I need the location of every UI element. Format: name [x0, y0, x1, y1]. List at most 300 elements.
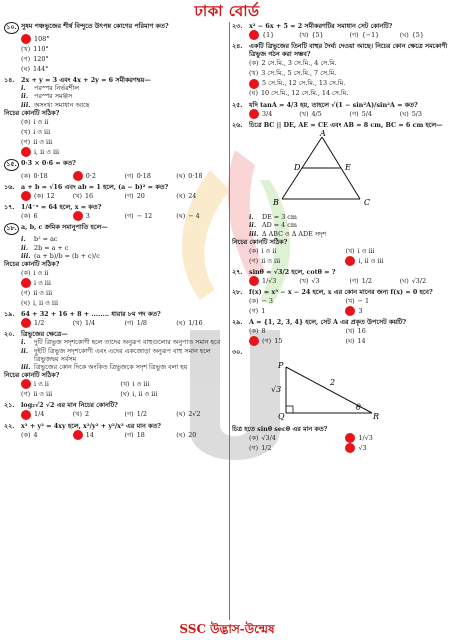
- answer-option[interactable]: [249, 443, 345, 453]
- answer-option[interactable]: [73, 318, 125, 328]
- statement-item: [21, 84, 228, 92]
- option-value: i ও ii: [33, 268, 49, 277]
- sub-question: নিচের কোনটি সঠিক?: [4, 108, 60, 117]
- option-value: 1/2: [136, 410, 147, 419]
- option-value: 0·2̇: [85, 171, 96, 180]
- question-text: sinθ = √3/2 হলে, cotθ = ?: [249, 267, 336, 276]
- question-number: ১০.: [4, 22, 19, 34]
- statement-item: [21, 338, 228, 346]
- answer-option[interactable]: [125, 430, 177, 440]
- question-item: [4, 330, 228, 399]
- option-value: 0·1̇8: [33, 171, 48, 180]
- question-number: ২৩.: [232, 22, 243, 30]
- answer-option[interactable]: [400, 276, 450, 286]
- option-value: 5/3: [411, 109, 422, 118]
- option-label: (খ): [21, 127, 31, 136]
- answer-option[interactable]: [21, 379, 120, 389]
- vertex-label: B: [273, 197, 279, 207]
- triangle-pqr-figure: [272, 359, 382, 421]
- left-column: [4, 22, 228, 442]
- answer-option[interactable]: [125, 410, 177, 420]
- answer-option[interactable]: [345, 256, 441, 266]
- option-label: (গ): [249, 256, 259, 265]
- answer-option[interactable]: [21, 278, 220, 288]
- option-list: [232, 246, 450, 266]
- answer-option[interactable]: [249, 433, 345, 443]
- option-value: 110°: [33, 44, 49, 53]
- question-text: 0·3̇ × 0·6̇ = কত?: [21, 158, 76, 167]
- statement-item: [21, 363, 228, 371]
- answer-option[interactable]: [400, 30, 450, 40]
- option-value: ii ও iii: [33, 137, 53, 146]
- option-value: i ও ii: [261, 246, 277, 255]
- statement-label: ii.: [21, 243, 29, 252]
- answer-option[interactable]: [120, 379, 219, 389]
- answer-option[interactable]: [21, 318, 73, 328]
- question-header: [4, 330, 228, 338]
- option-value: i, ii ও iii: [34, 147, 60, 156]
- sub-question: নিচের কোনটি সঠিক?: [4, 259, 60, 268]
- answer-option[interactable]: [345, 336, 441, 346]
- option-label: (গ): [124, 430, 134, 439]
- option-value: 4: [33, 430, 38, 439]
- answer-option[interactable]: [249, 276, 299, 286]
- statement-text: অসংখ্য সমাধান আছে: [34, 100, 90, 109]
- option-label: (ক): [21, 430, 31, 439]
- answer-marked-icon: [345, 306, 355, 316]
- option-label: (ঘ): [176, 430, 186, 439]
- statement-item: [249, 221, 450, 229]
- answer-option[interactable]: [125, 171, 177, 181]
- question-number: ২৪.: [232, 42, 243, 51]
- question-item: [232, 348, 450, 453]
- option-value: 24: [188, 192, 197, 201]
- option-list: [4, 318, 228, 328]
- answer-marked-icon: [73, 171, 83, 181]
- sub-question: নিচের কোনটি সঠিক?: [4, 371, 60, 380]
- option-value: 3 সে.মি., 5 সে.মি., 7 সে.মি.: [261, 69, 337, 78]
- answer-option[interactable]: [125, 211, 177, 221]
- answer-option[interactable]: [249, 246, 345, 256]
- statement-text: Δ ABC ও Δ ADE সদৃশ: [262, 229, 327, 238]
- answer-option[interactable]: [345, 326, 441, 336]
- answer-option[interactable]: [21, 64, 220, 74]
- statement-label: ii.: [249, 221, 257, 230]
- option-label: (গ): [349, 109, 359, 118]
- option-label: (গ): [249, 307, 259, 316]
- question-header: [4, 183, 228, 191]
- answer-option[interactable]: [73, 171, 125, 181]
- answer-option[interactable]: [176, 191, 228, 201]
- question-text: ত্রিভুজের ক্ষেত্রে—: [21, 330, 68, 339]
- option-value: 20: [188, 430, 197, 439]
- figure-label: 2: [330, 377, 336, 387]
- statement-text: পরস্পর নির্ভরশীল: [34, 84, 80, 93]
- statement-label: i.: [249, 213, 254, 222]
- question-text: f(x) = x³ − x − 24 হলে, x এর কোন মানের জন্য f(x) = 0 হবে?: [249, 288, 433, 297]
- answer-option[interactable]: [125, 191, 177, 201]
- option-value: 12: [46, 192, 55, 201]
- question-text: 1/4⁻ˣ = 64 হলে, x = কত?: [21, 203, 102, 212]
- question-header: [4, 159, 228, 171]
- answer-option[interactable]: [176, 318, 228, 328]
- question-item: [4, 422, 228, 440]
- triangle-abc-figure: [272, 128, 371, 209]
- statement-item: [249, 213, 450, 221]
- question-item: [232, 121, 450, 266]
- column-divider: [229, 22, 230, 620]
- option-value: 14: [85, 430, 94, 439]
- question-header: [232, 348, 450, 356]
- question-text: x² − 6x + 5 = 2 সমীকরণটির সমাধান সেট কোনটি?: [249, 22, 393, 30]
- question-number: ২৮.: [232, 288, 243, 297]
- answer-option[interactable]: [249, 89, 442, 99]
- figure-label: R: [373, 411, 380, 421]
- option-label: (ক): [21, 171, 31, 180]
- question-item: [232, 288, 450, 316]
- answer-option[interactable]: [176, 171, 228, 181]
- statement-list: [4, 338, 228, 371]
- option-value: 120°: [33, 54, 49, 63]
- question-item: [4, 223, 228, 308]
- answer-option[interactable]: [21, 288, 220, 298]
- answer-option[interactable]: [21, 268, 220, 278]
- statement-label: i.: [21, 84, 26, 93]
- option-list: [4, 379, 228, 399]
- question-number: ২১.: [4, 401, 15, 410]
- option-label: (গ): [21, 54, 31, 63]
- answer-option[interactable]: [345, 246, 441, 256]
- option-value: i ও iii: [33, 127, 51, 136]
- statement-item: [21, 101, 228, 109]
- question-header: [4, 22, 228, 34]
- question-text: a + b = √16 এবং ab = 1 হলে, (a − b)² = কত?: [21, 182, 169, 191]
- answer-option[interactable]: [21, 44, 220, 54]
- option-list: [4, 34, 228, 74]
- option-value: 1/2: [361, 276, 372, 285]
- question-header: [232, 268, 450, 276]
- option-label: (ঘ): [399, 31, 409, 40]
- answer-option[interactable]: [249, 109, 299, 119]
- answer-marked-icon: [21, 147, 31, 157]
- question-item: [232, 318, 450, 346]
- option-list: [4, 410, 228, 420]
- statement-label: iii.: [249, 229, 259, 238]
- answer-marked-icon: [249, 79, 259, 89]
- board-title: ঢাকা বোর্ড: [194, 2, 260, 20]
- option-label: (ঘ): [120, 390, 130, 399]
- option-label: (ঘ): [176, 192, 186, 201]
- statement-list: [232, 213, 450, 238]
- option-list: [232, 433, 450, 453]
- option-label: (গ): [21, 390, 31, 399]
- answer-marked-icon: [345, 433, 355, 443]
- answer-option[interactable]: [21, 211, 73, 221]
- question-item: [4, 401, 228, 419]
- answer-option[interactable]: [21, 127, 220, 137]
- statement-label: iii.: [21, 100, 31, 109]
- question-number: ২৫.: [232, 100, 243, 109]
- option-label: (ক): [249, 246, 259, 255]
- option-list: [4, 211, 228, 221]
- question-text: চিত্রে BC || DE, AE = CE এবং AB = 8 cm, BC = 6 cm হলে—: [249, 120, 443, 129]
- option-label: (গ): [21, 137, 31, 146]
- option-value: {1}: [262, 31, 275, 40]
- option-list: [232, 296, 450, 316]
- answer-marked-icon: [21, 410, 31, 420]
- statement-item: [21, 244, 228, 252]
- option-value: 1/√3: [262, 276, 277, 285]
- option-label: (ক): [249, 433, 259, 442]
- option-label: (গ): [124, 319, 134, 328]
- question-item: [232, 268, 450, 286]
- figure-label: √3: [271, 384, 282, 394]
- statement-text: দুটি ত্রিভুজ সদৃশকোণী হলে তাদের অনুরূপ বাহুগুলোর অনুপাত সমান হবে: [34, 338, 221, 347]
- question-header: [4, 203, 228, 211]
- answer-option[interactable]: [21, 171, 73, 181]
- option-value: √3: [311, 276, 320, 285]
- statement-list: [4, 84, 228, 109]
- answer-option[interactable]: [249, 296, 345, 306]
- option-list: [4, 268, 228, 308]
- option-label: (খ): [345, 246, 355, 255]
- statement-text: দুইটি ত্রিভুজ সদৃশকোণী এবং এদের একজোড়া অনুরূপ বাহু সমান হলে ত্রিভুজদ্বয় সর্বসম: [34, 346, 211, 363]
- answer-marked-icon: [345, 256, 355, 266]
- question-number: ১৯.: [4, 310, 15, 319]
- question-text: a, b, c ক্রমিক সমানুপাতি হলে—: [21, 223, 108, 232]
- answer-option[interactable]: [249, 69, 442, 79]
- question-header: [232, 101, 450, 109]
- option-label: (গ): [124, 410, 134, 419]
- answer-option[interactable]: [299, 276, 349, 286]
- statement-label: i.: [21, 338, 26, 347]
- option-value: i, ii ও iii: [132, 390, 158, 399]
- option-value: 20: [136, 192, 145, 201]
- answer-option[interactable]: [21, 298, 220, 308]
- question-number: ১৪.: [4, 76, 15, 84]
- option-label: (গ): [349, 31, 359, 40]
- question-header: [232, 22, 450, 30]
- answer-option[interactable]: [176, 211, 228, 221]
- option-value: i ও iii: [357, 246, 375, 255]
- answer-option[interactable]: [21, 191, 73, 201]
- answer-marked-icon: [21, 318, 31, 328]
- option-value: 1/8: [136, 319, 147, 328]
- answer-option[interactable]: [21, 54, 220, 64]
- option-label: (ক): [21, 117, 31, 126]
- option-value: 5/4: [361, 109, 372, 118]
- statement-item: [21, 252, 228, 260]
- option-label: (গ): [124, 192, 134, 201]
- answer-option[interactable]: [120, 389, 219, 399]
- option-list: [232, 109, 450, 119]
- statement-text: (a + b)/b = (b + c)/c: [34, 251, 100, 260]
- option-value: 2: [84, 410, 90, 419]
- option-list: [4, 117, 228, 157]
- option-value: ii ও iii: [33, 288, 53, 297]
- question-item: [232, 42, 450, 98]
- option-value: √3/4: [261, 433, 276, 442]
- option-value: ii ও iii: [33, 390, 53, 399]
- statement-item: [21, 92, 228, 100]
- option-value: √3/2: [411, 276, 427, 285]
- answer-option[interactable]: [21, 410, 73, 420]
- option-value: 1/√3: [358, 433, 373, 442]
- option-label: (গ): [21, 288, 31, 297]
- statement-text: AD = 4 cm: [262, 221, 297, 230]
- question-item: [232, 101, 450, 119]
- option-value: − 12: [136, 212, 153, 221]
- option-label: (গ): [349, 276, 359, 285]
- option-value: 1/2: [34, 319, 45, 328]
- option-value: 1/4: [84, 319, 96, 328]
- answer-option[interactable]: [350, 109, 400, 119]
- answer-option[interactable]: [345, 433, 441, 443]
- question-number: ২২.: [4, 421, 15, 430]
- answer-option[interactable]: [73, 410, 125, 420]
- answer-option[interactable]: [21, 147, 220, 157]
- option-value: i, ii ও iii: [32, 298, 59, 307]
- vertex-label: A: [320, 128, 326, 138]
- answer-option[interactable]: [400, 109, 450, 119]
- option-label: (গ): [124, 171, 134, 180]
- answer-option[interactable]: [299, 109, 349, 119]
- option-label: (গ): [124, 212, 134, 221]
- option-label: (খ): [249, 69, 259, 78]
- answer-marked-icon: [73, 430, 83, 440]
- option-value: i ও iii: [132, 380, 150, 389]
- option-label: (ঘ): [399, 276, 409, 285]
- question-header: [4, 401, 228, 409]
- question-item: [4, 203, 228, 221]
- answer-option[interactable]: [176, 430, 228, 440]
- option-label: (খ): [299, 31, 309, 40]
- question-number: ১৫.: [4, 159, 19, 171]
- statement-item: [21, 347, 228, 363]
- answer-option[interactable]: [73, 191, 125, 201]
- answer-marked-icon: [21, 191, 31, 201]
- answer-option[interactable]: [345, 296, 441, 306]
- option-list: [232, 30, 450, 40]
- answer-marked-icon: [21, 34, 31, 44]
- answer-option[interactable]: [345, 306, 441, 316]
- answer-option[interactable]: [21, 117, 220, 127]
- statement-text: b² = ac: [34, 235, 58, 244]
- question-number: ২৭.: [232, 267, 243, 276]
- question-text: একটি ত্রিভুজের তিনটি বাহুর দৈর্ঘ্য দেওয়া আছে। নিচের কোন ক্ষেত্রে সমকোণী ত্রিভুজ গঠন করা সম্ভব?: [249, 42, 448, 59]
- statement-label: i.: [21, 235, 26, 244]
- option-label: (ঘ): [176, 410, 186, 419]
- option-value: 16: [84, 192, 94, 201]
- statement-label: iii.: [21, 251, 31, 260]
- option-value: 3: [85, 212, 90, 221]
- answer-option[interactable]: [125, 318, 177, 328]
- answer-marked-icon: [21, 379, 31, 389]
- option-value: 2 সে.মি., 3 সে.মি., 4 সে.মি.: [261, 59, 337, 68]
- question-text: সুষম পঞ্চভুজের শীর্ষ বিন্দুতে উৎপন্ন কোণের পরিমাণ কত?: [21, 22, 169, 30]
- option-value: i, ii ও iii: [358, 256, 384, 265]
- option-list: [232, 276, 450, 286]
- answer-option[interactable]: [249, 306, 345, 316]
- statement-text: পরস্পর সমঞ্জস: [34, 92, 73, 101]
- option-value: 1/2: [261, 443, 272, 452]
- question-number: ২৬.: [232, 120, 243, 129]
- answer-option[interactable]: [176, 410, 228, 420]
- answer-option[interactable]: [21, 430, 73, 440]
- answer-option[interactable]: [299, 30, 349, 40]
- option-value: 144°: [32, 64, 49, 73]
- answer-option[interactable]: [249, 256, 345, 266]
- answer-option[interactable]: [21, 389, 120, 399]
- option-label: (ঘ): [21, 298, 30, 307]
- option-value: 2√2: [188, 410, 201, 419]
- vertex-label: D: [294, 162, 301, 172]
- answer-option[interactable]: [249, 59, 442, 69]
- option-value: √3: [358, 443, 367, 452]
- option-label: (খ): [345, 297, 355, 306]
- option-value: − 4: [188, 212, 200, 221]
- answer-option[interactable]: [350, 30, 400, 40]
- option-value: 3: [358, 307, 363, 316]
- answer-option[interactable]: [73, 211, 125, 221]
- answer-option[interactable]: [21, 34, 220, 44]
- answer-marked-icon: [249, 336, 259, 346]
- option-value: 1/16: [188, 319, 203, 328]
- answer-option[interactable]: [249, 30, 299, 40]
- option-value: 14: [357, 337, 366, 346]
- answer-marked-icon: [73, 211, 83, 221]
- answer-option[interactable]: [249, 79, 442, 89]
- statement-label: ii.: [21, 346, 29, 355]
- option-label: (খ): [72, 410, 82, 419]
- option-list: [4, 171, 228, 181]
- answer-marked-icon: [21, 278, 31, 288]
- statement-text: DE = 3 cm: [262, 213, 297, 222]
- question-header: [4, 310, 228, 318]
- question-text: যদি tanA = 4/3 হয়, তাহলে √(1 − sin²A)/sin²A = কত?: [249, 100, 418, 109]
- answer-marked-icon: [249, 30, 259, 40]
- option-value: 0·1̇8̇: [188, 171, 203, 180]
- question-text: x² + y² = 4xy হলে, x²/y² + y²/x² এর মান কত?: [21, 421, 162, 430]
- option-label: (খ): [299, 276, 309, 285]
- question-text: A = {1, 2, 3, 4} হলে, সেট A এর প্রকৃত উপসেট কয়টি?: [249, 318, 407, 327]
- option-value: 15: [274, 337, 283, 346]
- option-label: (খ): [120, 380, 130, 389]
- option-list: [232, 59, 450, 99]
- answer-option[interactable]: [249, 326, 345, 336]
- answer-option[interactable]: [350, 276, 400, 286]
- option-list: [232, 326, 450, 346]
- option-label: (ক): [249, 327, 259, 336]
- statement-label: ii.: [21, 92, 29, 101]
- question-number: ১৬.: [4, 182, 15, 191]
- option-value: − 1: [357, 297, 370, 306]
- answer-option[interactable]: [73, 430, 125, 440]
- option-value: {5}: [311, 31, 324, 40]
- option-value: − 3: [261, 297, 273, 306]
- statement-list: [4, 235, 228, 260]
- figure-label: Q: [278, 411, 285, 421]
- answer-option[interactable]: [249, 336, 345, 346]
- question-item: [232, 22, 450, 40]
- option-value: 6: [33, 212, 38, 221]
- option-list: [4, 191, 228, 201]
- option-value: 8: [261, 327, 266, 336]
- option-value: 10 সে.মি., 12 সে.মি., 14 সে.মি.: [260, 89, 349, 98]
- answer-option[interactable]: [345, 443, 441, 453]
- answer-option[interactable]: [21, 137, 220, 147]
- question-item: [4, 310, 228, 328]
